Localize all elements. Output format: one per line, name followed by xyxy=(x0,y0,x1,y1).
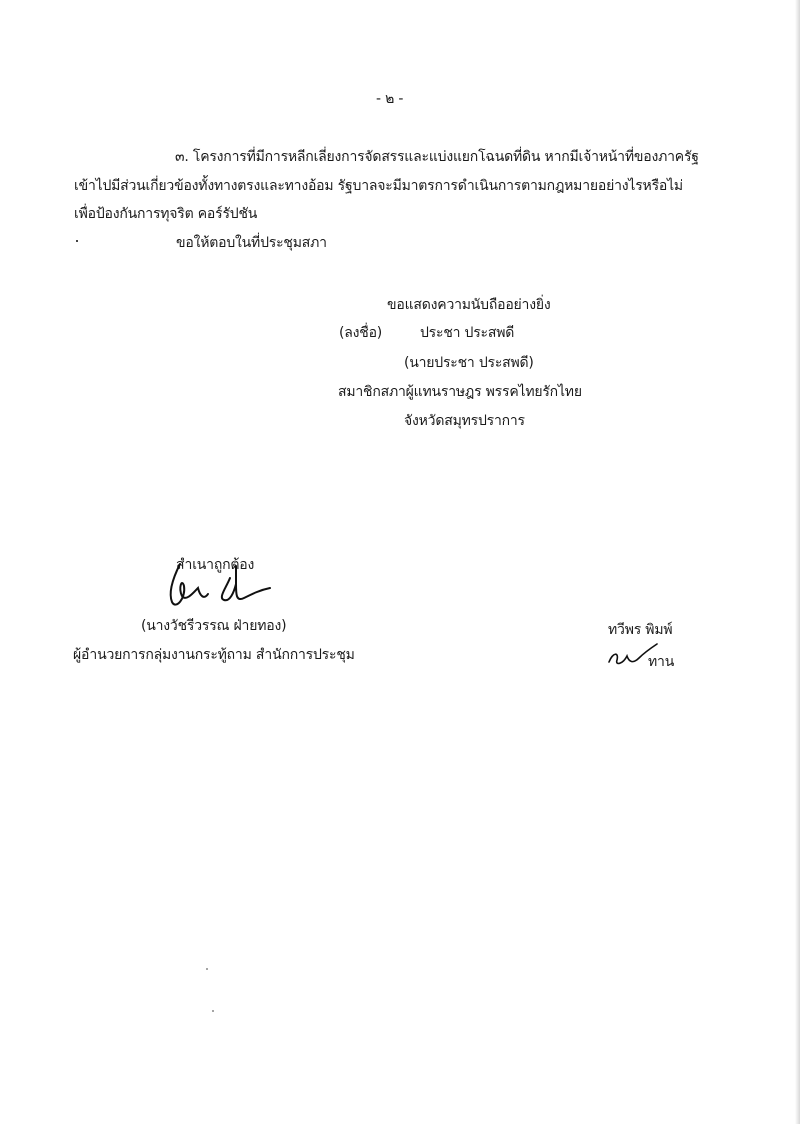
request-text: ขอให้ตอบในที่ประชุมสภา xyxy=(176,235,327,251)
certifier-name: (นางวัชรีวรรณ ฝ่ายทอง) xyxy=(141,618,287,634)
certifier-title: ผู้อำนวยการกลุ่มงานกระทู้ถาม สำนักการประชุม xyxy=(73,647,355,663)
signer-name: ประชา ประสพดี xyxy=(420,325,515,341)
signer-printed-name: (นายประชา ประสพดี) xyxy=(404,355,534,371)
closing-regards: ขอแสดงความนับถืออย่างยิ่ง xyxy=(387,297,551,313)
question-line-2: เข้าไปมีส่วนเกี่ยวข้องทั้งทางตรงและทางอ้อม รัฐบาลจะมีมาตรการดำเนินการตามกฎหมายอย่างไรหรือไม่ xyxy=(74,178,683,194)
proofreader-note: ทาน xyxy=(648,654,675,670)
signer-position: สมาชิกสภาผู้แทนราษฎร พรรคไทยรักไทย xyxy=(338,384,582,400)
scan-speck xyxy=(212,1010,214,1012)
question-line-3: เพื่อป้องกันการทุจริต คอร์รัปชัน xyxy=(74,206,258,222)
sign-label: (ลงชื่อ) xyxy=(339,325,383,341)
typist-note: ทวีพร พิมพ์ xyxy=(608,622,673,638)
scan-speck xyxy=(206,968,208,970)
page-number: - ๒ - xyxy=(376,91,404,107)
certified-copy-label: สำเนาถูกต้อง xyxy=(176,557,255,573)
stray-mark xyxy=(76,240,78,242)
signer-province: จังหวัดสมุทรปราการ xyxy=(404,413,525,429)
handwritten-signature xyxy=(160,558,280,618)
scan-edge xyxy=(795,0,800,1124)
question-line-1: ๓. โครงการที่มีการหลีกเลี่ยงการจัดสรรและแบ่งแยกโฉนดที่ดิน หากมีเจ้าหน้าที่ของภาครัฐ xyxy=(175,149,699,165)
